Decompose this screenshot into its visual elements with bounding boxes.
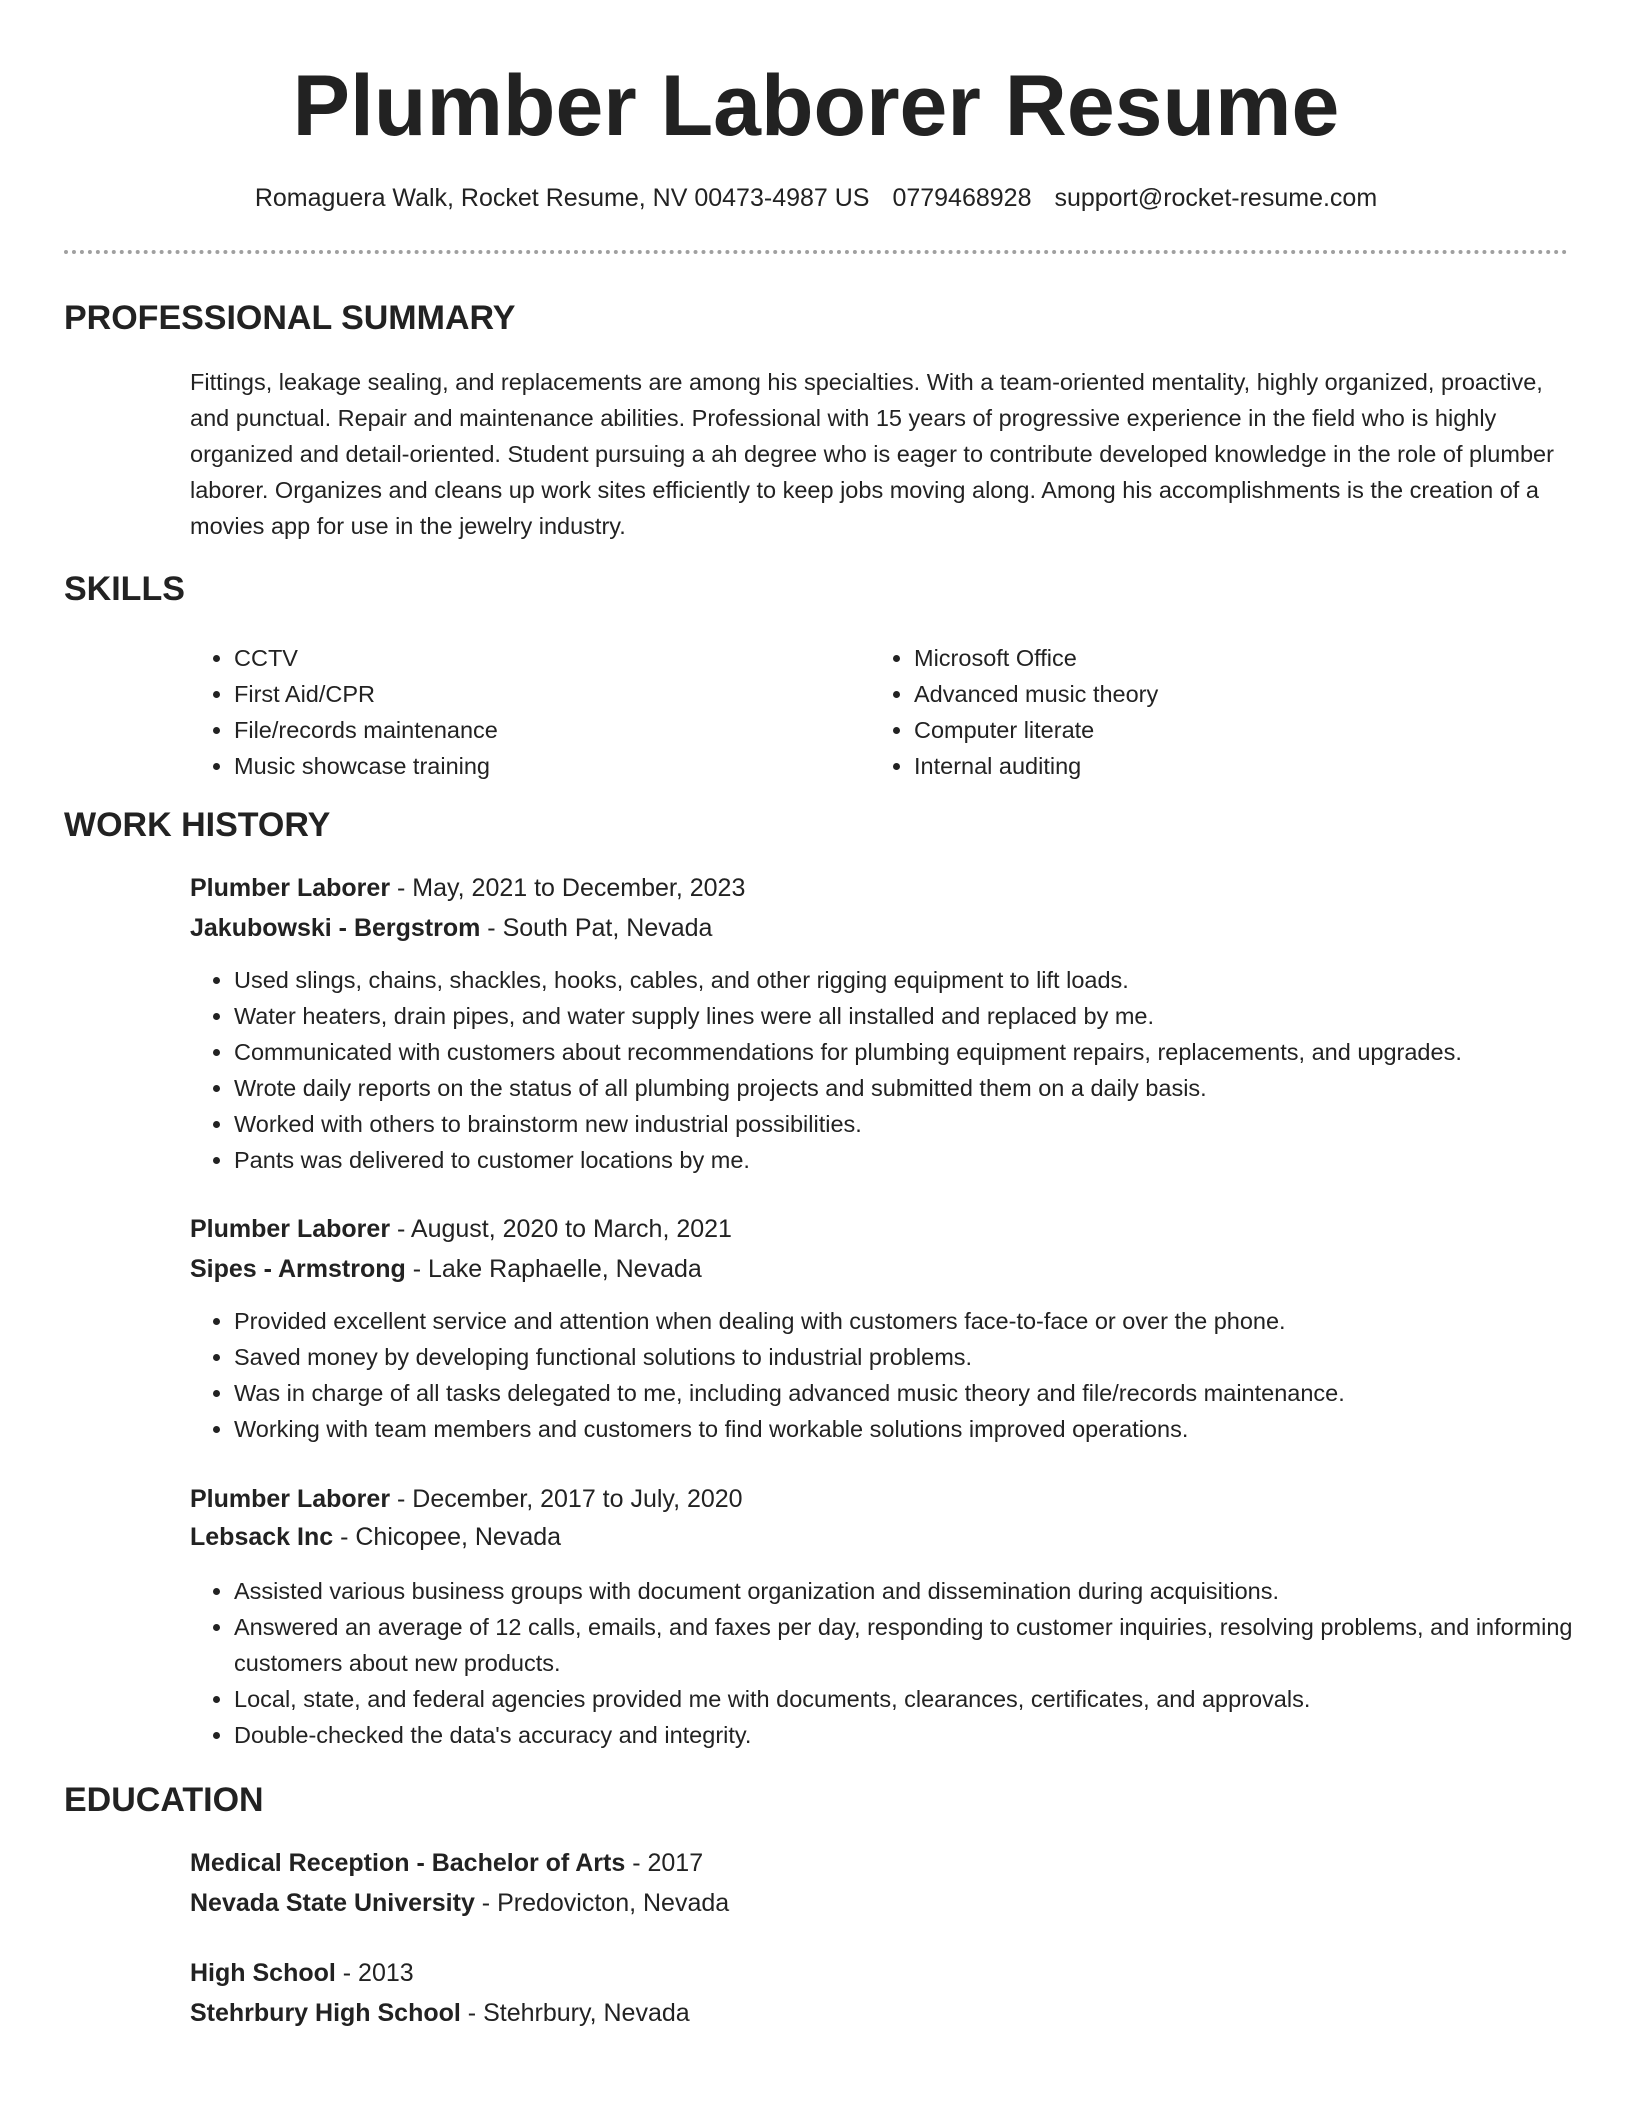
job-location: - Chicopee, Nevada [333,1523,562,1551]
contact-address: Romaguera Walk, Rocket Resume, NV 00473-4987 US [254,184,870,212]
education-school-line [190,1885,1570,1921]
education-heading: EDUCATION [64,1781,264,1819]
skill-item: • File/records maintenance [234,712,498,748]
job-bullet: • Water heaters, drain pipes, and water supply lines were all installed and replaced by me. [234,998,1614,1034]
job-bullet: • Was in charge of all tasks delegated to me, including advanced music theory and file/records maintenance. [234,1375,1614,1411]
summary-text: Fittings, leakage sealing, and replacements are among his specialties. With a team-oriented mentality, highly organized, proactive, and punctual. Repair and maintenance abilities. Professional with 15 years of progressive experience in the field who is highly organized and detail-oriented. Student pursuing a ah degree who is eager to contribute developed knowledge in the role of plumber laborer. Organizes and cleans up work sites efficiently to keep jobs moving along. Among his accomplishments is the creation of a movies app for use in the jewelry industry. [190,369,1554,539]
job-title: Plumber Laborer [190,1215,391,1243]
education-location: - Stehrbury, Nevada [460,1999,690,2027]
job-bullet: • Working with team members and customers to find workable solutions improved operations. [234,1411,1614,1447]
job-bullets [190,1573,1614,1753]
job-location: - South Pat, Nevada [480,914,713,942]
skill-item: • Internal auditing [914,748,1158,784]
job-company: Jakubowski - Bergstrom [190,914,481,942]
job-bullet: • Assisted various business groups with document organization and dissemination during acquisitions. [234,1573,1614,1609]
summary-heading: PROFESSIONAL SUMMARY [64,299,516,337]
job-location: - Lake Raphaelle, Nevada [405,1255,702,1283]
job-company-line [190,1251,1570,1287]
job-bullet: • Provided excellent service and attention when dealing with customers face-to-face or over the phone. [234,1303,1614,1339]
education-degree: High School [190,1959,336,1987]
job-bullet: • Saved money by developing functional solutions to industrial problems. [234,1339,1614,1375]
skill-item: • Computer literate [914,712,1158,748]
job-bullet: • Communicated with customers about recommendations for plumbing equipment repairs, replacements, and upgrades. [234,1034,1614,1070]
skill-item: • First Aid/CPR [234,676,498,712]
job-company-line [190,910,1570,946]
header-divider [64,250,1568,254]
education-degree-line [190,1845,1570,1881]
job-title-line [190,1481,1570,1517]
education-school-line [190,1995,1570,2031]
job-title-line [190,1211,1570,1247]
skills-column-1 [190,640,498,784]
skill-item: • Music showcase training [234,748,498,784]
education-degree: Medical Reception - Bachelor of Arts [190,1849,626,1877]
skill-item: • Advanced music theory [914,676,1158,712]
contact-email: support@rocket-resume.com [1054,184,1378,212]
contact-phone: 0779468928 [892,184,1032,212]
job-bullet: • Local, state, and federal agencies provided me with documents, clearances, certificates, and approvals. [234,1681,1614,1717]
job-company-line [190,1519,1570,1555]
job-dates: - December, 2017 to July, 2020 [390,1485,743,1513]
job-title: Plumber Laborer [190,1485,391,1513]
job-bullet: • Pants was delivered to customer locations by me. [234,1142,1614,1178]
education-school: Nevada State University [190,1889,475,1917]
job-bullet: • Used slings, chains, shackles, hooks, cables, and other rigging equipment to lift loads. [234,962,1614,998]
job-bullet: • Worked with others to brainstorm new industrial possibilities. [234,1106,1614,1142]
education-location: - Predovicton, Nevada [474,1889,730,1917]
work-heading: WORK HISTORY [64,806,331,844]
education-year: - 2013 [335,1959,414,1987]
job-dates: - May, 2021 to December, 2023 [390,874,746,902]
skill-item: • Microsoft Office [914,640,1158,676]
job-title: Plumber Laborer [190,874,391,902]
job-bullets [190,1303,1614,1447]
skill-item: • CCTV [234,640,498,676]
job-company: Lebsack Inc [190,1523,334,1551]
education-school: Stehrbury High School [190,1999,461,2027]
job-bullets [190,962,1614,1178]
job-bullet: • Wrote daily reports on the status of all plumbing projects and submitted them on a daily basis. [234,1070,1614,1106]
skills-column-2 [870,640,1158,784]
job-bullet: • Double-checked the data's accuracy and integrity. [234,1717,1614,1753]
job-company: Sipes - Armstrong [190,1255,406,1283]
job-dates: - August, 2020 to March, 2021 [390,1215,732,1243]
job-title-line [190,870,1570,906]
education-degree-line [190,1955,1570,1991]
job-bullet: • Answered an average of 12 calls, emails, and faxes per day, responding to customer inquiries, resolving problems, and informing customers about new products. [234,1609,1614,1681]
skills-heading: SKILLS [64,570,185,608]
contact-line [0,180,1632,216]
resume-title: Plumber Laborer Resume [292,58,1340,154]
education-year: - 2017 [625,1849,704,1877]
